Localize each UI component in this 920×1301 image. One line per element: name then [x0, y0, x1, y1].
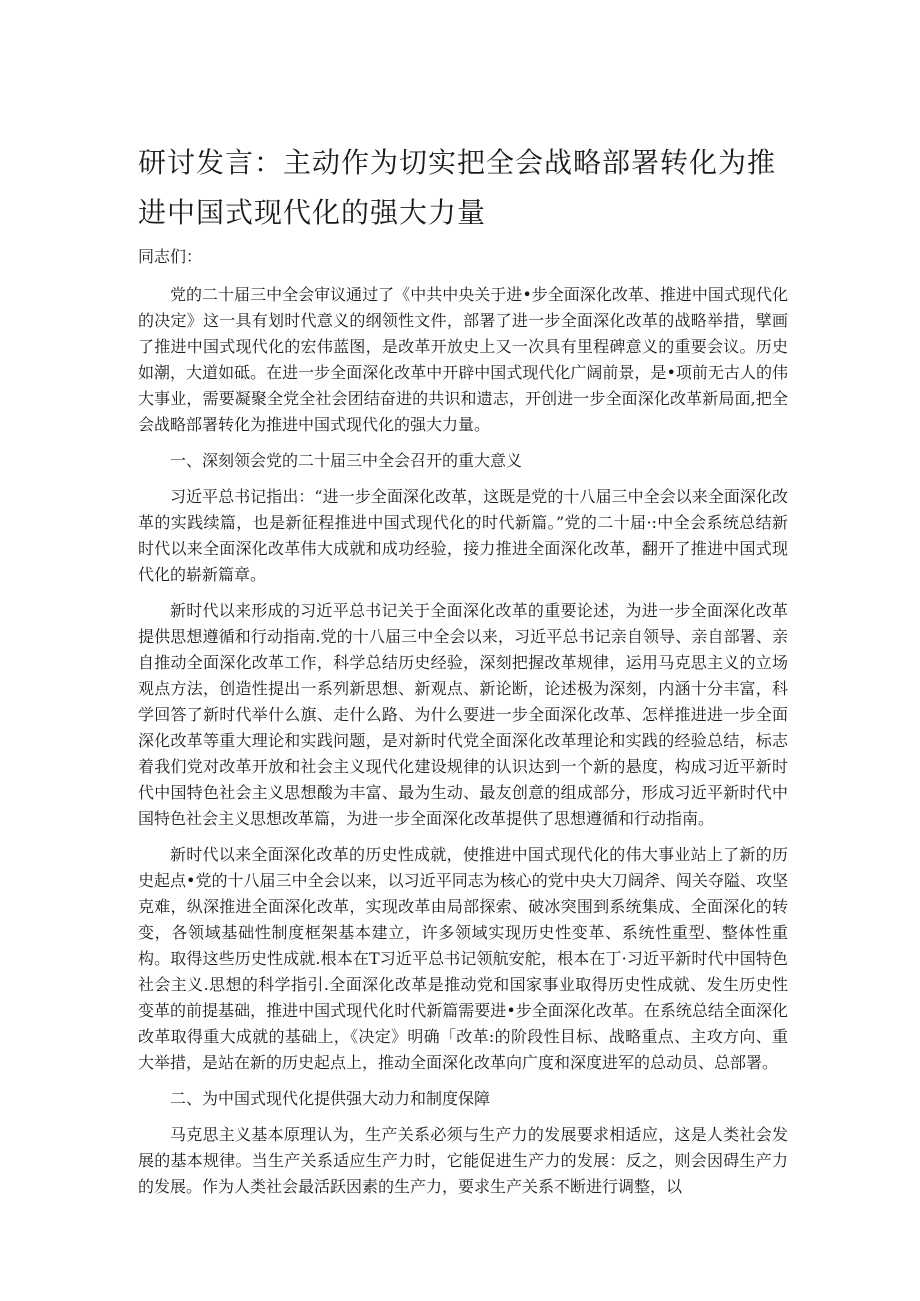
section-heading-2: 二、为中国式现代化提供强大动力和制度保障	[170, 1089, 491, 1108]
section-heading-1: 一、深刻领会党的二十届三中全会召开的重大意义	[170, 451, 523, 470]
document-title: 研讨发言：主动作为切实把全会战略部署转化为推进中国式现代化的强大力量	[138, 146, 777, 229]
document-page	[138, 138, 788, 1210]
paragraph-marxism: 马克思主义基本原理认为，生产关系必须与生产力的发展要求相适应，这是人类社会发展的基本规律。当生产关系适应生产力时，它能促进生产力的发展：反之，则会因碍生产力的发展。作为人类社会最活跃因素的生产力，要求生产关系不断进行调整，以	[138, 1125, 788, 1196]
paragraph-thought: 新时代以来形成的习近平总书记关于全面深化改革的重要论述，为进一步全面深化改革提供思想遵循和行动指南.党的十八届三中全会以来，习近平总书记亲自领导、亲自部署、亲自推动全面深化改革工作，科学总结历史经验，深刻把握改革规律，运用马克思主义的立场观点方法，创造性提出一系列新思想、新观点、新论断，论述极为深刻，内涵十分丰富，科学回答了新时代举什么旗、走什么路、为什么要进一步全面深化改革、怎样推进进一步全面深化改革等重大理论和实践问题，是对新时代党全面深化改革理论和实践的经验总结，标志着我们党对改革开放和社会主义现代化建设规律的认识达到一个新的悬度，构成习近平新时代中国特色社会主义思想酸为丰富、最为生动、最友创意的组成部分，形成习近平新时代中国特色社会主义思想改革篇，为进一步全面深化改革提供了思想遵循和行动指南。	[138, 601, 788, 828]
paragraph-achievements: 新时代以来全面深化改革的历史性成就，使推进中国式现代化的伟大事业站上了新的历史起点•党的十八届三中全会以来，以习近平同志为核心的党中央大刀阔斧、闯关夺隘、攻坚克难，纵深推进全面深化改革，实现改革由局部探索、破冰突围到系统集成、全面深化的转变，各领域基础性制度框架基本建立，许多领域实现历史性变革、系统性重型、整体性重构。取得这些历史性成就.根本在T习近平总书记领航安舵，根本在丁·习近平新时代中国特色社会主义.思想的科学指引.全面深化改革是推动党和国家事业取得历史性成就、发生历史性变革的前提基础，推进中国式现代化时代新篇需要进•步全面深化改革。在系统总结全面深化改革取得重大成就的基础上，《决定》明确「改革:的阶段性目标、战略重点、主攻方向、重大举措，是站在新的历史起点上，推动全面深化改革向广度和深度进军的总动员、总部署。	[138, 845, 788, 1072]
paragraph-quote: 习近平总书记指出：“进一步全面深化改革，这既是党的十八届三中全会以来全面深化改革的实践续篇，也是新征程推进中国式现代化的时代新篇。”党的二十届·:中全会系统总结新时代以来全面深化改革伟大成就和成功经验，接力推进全面深化改革，翻开了推进中国式现代化的崭新篇章。	[138, 487, 788, 584]
salutation: 同志们：	[138, 247, 203, 266]
paragraph-intro: 党的二十届三中全会审议通过了《中共中央关于进•步全面深化改革、推进中国式现代化的决定》这一具有划时代意义的纲领性文件，部署了进一步全面深化改革的战略举措，擘画了推进中国式现代化的宏伟蓝图，是改革开放史上又一次具有里程碑意义的重要会议。历史如潮，大道如砥。在进一步全面深化改革中开辟中国式现代化广阔前景，是•项前无古人的伟大事业，需要凝聚全党全社会团结奋进的共识和遗志，开创进一步全面深化改革新局面,把全会战略部署转化为推进中国式现代化的强大力量。	[138, 285, 788, 434]
